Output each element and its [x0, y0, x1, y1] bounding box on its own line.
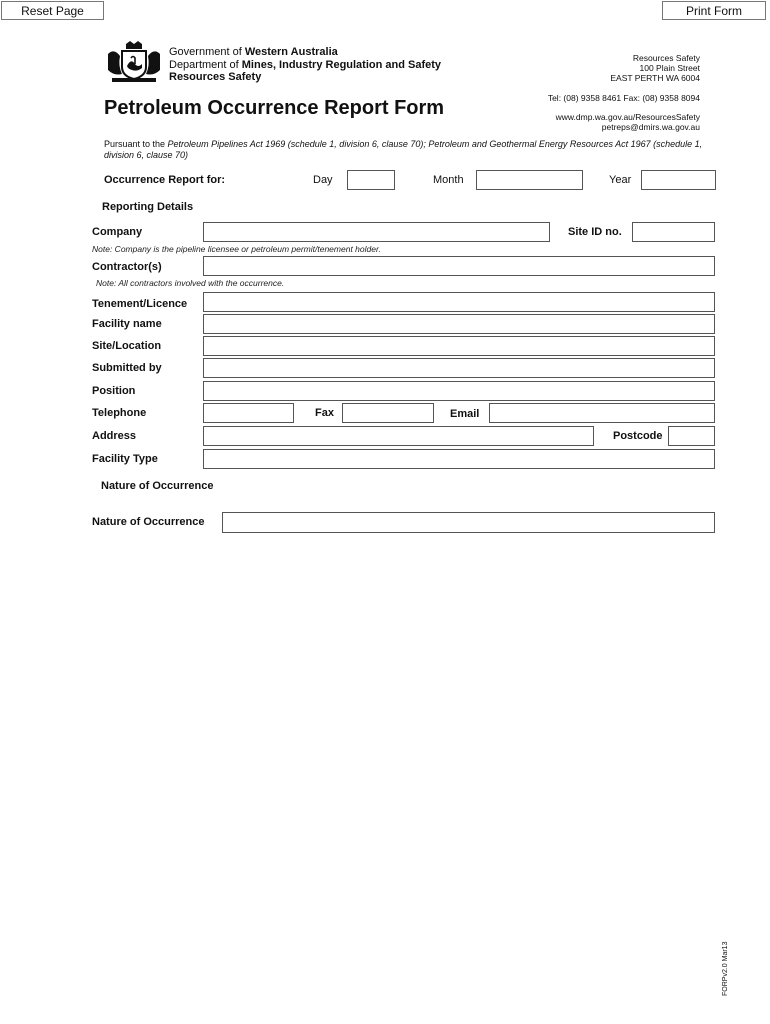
address-input[interactable] [203, 426, 594, 446]
reset-page-button[interactable]: Reset Page [1, 1, 104, 20]
email-label: Email [450, 408, 480, 420]
month-label: Month [433, 174, 464, 186]
position-label: Position [92, 385, 136, 397]
day-label: Day [313, 174, 333, 186]
telephone-input[interactable] [203, 403, 294, 423]
postcode-label: Postcode [613, 430, 663, 442]
nature-of-occurrence-heading: Nature of Occurrence [101, 480, 214, 492]
postcode-input[interactable] [668, 426, 715, 446]
site-location-label: Site/Location [92, 340, 162, 352]
day-input[interactable] [347, 170, 395, 190]
facility-name-label: Facility name [92, 318, 162, 330]
facility-type-select[interactable] [203, 449, 715, 469]
government-header-text: Government of Western Australia Department of Mines, Industry Regulation and Safety Resources Safety [169, 46, 442, 83]
contractors-label: Contractor(s) [92, 261, 162, 273]
email-input[interactable] [489, 403, 715, 423]
contact-web: www.dmp.wa.gov.au/ResourcesSafety petreps@dmirs.wa.gov.au [555, 112, 700, 132]
position-input[interactable] [203, 381, 715, 401]
reporting-details-heading: Reporting Details [102, 201, 194, 213]
contact-phone: Tel: (08) 9358 8461 Fax: (08) 9358 8094 [547, 93, 700, 103]
company-input[interactable] [203, 222, 550, 242]
pursuant-statement: Pursuant to the Petroleum Pipelines Act 1969 (schedule 1, division 6, clause 70); Petroleum and Geothermal Energy Resources Act 1967 (schedule 1, division 6, clause 70) [104, 139, 703, 160]
form-code: FORPv2.0 Mar13 [722, 941, 729, 996]
print-form-button[interactable]: Print Form [662, 1, 766, 20]
facility-name-input[interactable] [203, 314, 715, 334]
company-label: Company [92, 226, 143, 238]
nature-of-occurrence-select[interactable] [222, 512, 715, 533]
site-id-label: Site ID no. [568, 226, 622, 238]
facility-type-label: Facility Type [92, 453, 158, 465]
nature-of-occurrence-label: Nature of Occurrence [92, 516, 205, 528]
wa-crest-logo [104, 40, 164, 84]
company-note: Note: Company is the pipeline licensee or petroleum permit/tenement holder. [92, 244, 381, 254]
contractors-note: Note: All contractors involved with the occurrence. [96, 278, 285, 288]
site-id-input[interactable] [632, 222, 715, 242]
occurrence-report-label: Occurrence Report for: [104, 174, 226, 186]
page-title: Petroleum Occurrence Report Form [104, 97, 445, 119]
year-input[interactable] [641, 170, 716, 190]
submitted-by-label: Submitted by [92, 362, 162, 374]
fax-label: Fax [315, 407, 334, 419]
year-label: Year [609, 174, 632, 186]
submitted-by-input[interactable] [203, 358, 715, 378]
fax-input[interactable] [342, 403, 434, 423]
site-location-input[interactable] [203, 336, 715, 356]
telephone-label: Telephone [92, 407, 147, 419]
contractors-input[interactable] [203, 256, 715, 276]
contact-address: Resources Safety 100 Plain Street EAST PERTH WA 6004 [610, 53, 700, 83]
tenement-input[interactable] [203, 292, 715, 312]
address-label: Address [92, 430, 137, 442]
month-input[interactable] [476, 170, 583, 190]
tenement-label: Tenement/Licence [92, 298, 188, 310]
